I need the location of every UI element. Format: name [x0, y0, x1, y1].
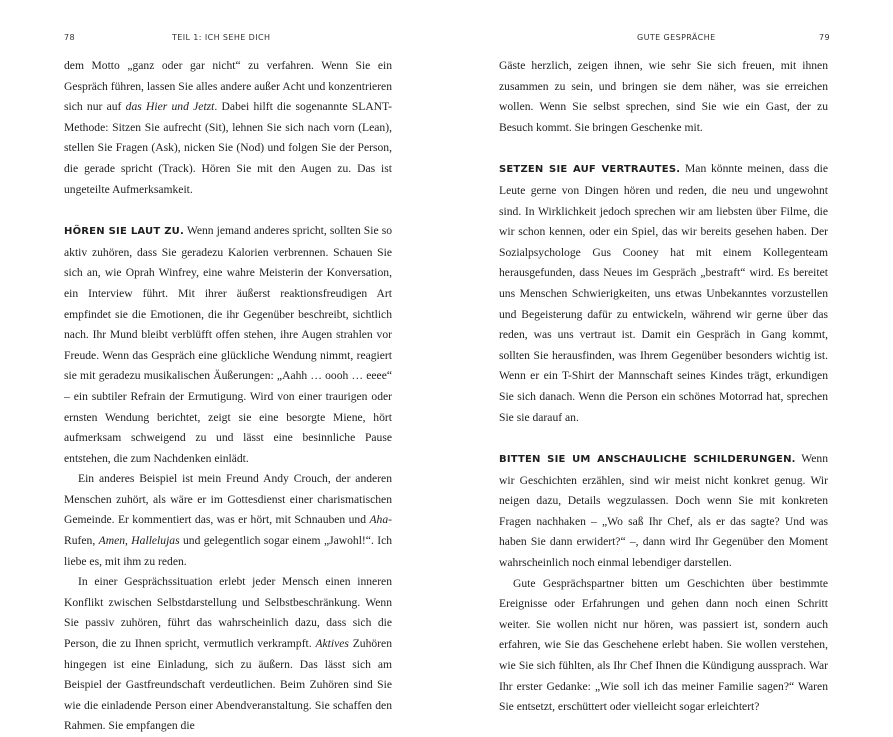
- emphasis: Hallelujas: [131, 534, 180, 548]
- paragraph: BITTEN SIE UM ANSCHAULICHE SCHILDERUNGEN. Wenn wir Geschichten erzählen, sind wir meist nicht konkret genug. Wir neigen dazu, Details wegzulassen. Doch wenn Sie mit konkreten Fragen nachhaken – „Wo saß Ihr Chef, als er das sagte? Und was haben Sie dann erwidert?“ –, dann wird Ihr Gegenüber den Moment wahrscheinlich noch einmal lebendiger darstellen.: [499, 452, 828, 570]
- right-page: [447, 0, 893, 714]
- emphasis: Aktives: [315, 637, 349, 651]
- emphasis: Aha: [369, 513, 389, 527]
- running-head-left: TEIL 1: ICH SEHE DICH: [172, 33, 271, 42]
- section-heading: BITTEN SIE UM ANSCHAULICHE SCHILDERUNGEN.: [499, 454, 796, 466]
- page-number-right: 79: [819, 33, 830, 42]
- section-heading: SETZEN SIE AUF VERTRAUTES.: [499, 164, 681, 176]
- running-head-right: GUTE GESPRÄCHE: [637, 33, 716, 42]
- paragraph: HÖREN SIE LAUT ZU. Wenn jemand anderes spricht, sollten Sie so aktiv zuhören, dass Sie geradezu Kalorien verbrennen. Schauen Sie sich an, wie Oprah Winfrey, eine wahre Meisterin der Konversation, ein Interview führt. Mit ihrer äußerst reaktionsfreudigen Art empfindet sie die Emotionen, die ihr Gegenüber beschreibt, sichtlich nach. Ihr Mund bleibt verblüfft offen stehen, ihre Augen strahlen vor Freude. Wenn das Gespräch eine glückliche Wendung nimmt, reagiert sie mit geradezu musikalischen Äußerungen: „Aahh … oooh … eeee“ – ein subtiler Refrain der Ermutigung. Wird von einer traurigen oder ernsten Wendung berichtet, zeigt sie eine besorgte Miene, hört aufmerksam schweigend zu und lässt eine besinnliche Pause entstehen, die zum Nachdenken einlädt.: [64, 224, 392, 465]
- paragraph: Ein anderes Beispiel ist mein Freund Andy Crouch, der anderen Menschen zuhört, als wäre er im Gottesdienst einer charismatischen Gemeinde. Er kommentiert das, was er hört, mit Schnauben und Aha-Rufen, Amen, Hallelujas und gelegentlich sogar einem „Jawohl!“. Ich liebe es, mit ihm zu reden.: [64, 472, 393, 568]
- section-heading: HÖREN SIE LAUT ZU.: [64, 226, 184, 238]
- paragraph: In einer Gesprächssituation erlebt jeder Mensch einen inneren Konflikt zwischen Selbstdarstellung und Selbstbeschränkung. Wenn Sie passiv zuhören, führt das wahrscheinlich dazu, dass sich die Person, die zu Ihnen spricht, vermutlich verkrampft. Aktives Zuhören hingegen ist eine Einladung, sich zu äußern. Das lässt sich am Beispiel der Gastfreundschaft verdeutlichen. Beim Zuhören sind Sie wie die einladende Person einer Abendveranstaltung. Sie schaffen den Rahmen. Sie empfangen die: [64, 575, 392, 733]
- paragraph: dem Motto „ganz oder gar nicht“ zu verfahren. Wenn Sie ein Gespräch führen, lassen Sie alles andere außer Acht und konzentrieren sich nur auf das Hier und Jetzt. Dabei hilft die sogenannte SLANT-Methode: Sitzen Sie aufrecht (Sit), lehnen Sie sich nach vorn (Lean), stellen Sie Fragen (Ask), nicken Sie (Nod) und folgen Sie der Person, die gerade spricht (Track). Hören Sie mit den Augen zu. Das ist ungeteilte Aufmerksamkeit.: [64, 59, 392, 196]
- paragraph: SETZEN SIE AUF VERTRAUTES. Man könnte meinen, dass die Leute gerne von Dingen hören und reden, die neu und ungewohnt sind. In Wirklichkeit jedoch sprechen wir am liebsten über Filme, die wir schon kennen, oder ein Spiel, das wir bereits gesehen haben. Der Sozialpsychologe Gus Cooney hat mit einem Kollegenteam herausgefunden, dass Neues im Gespräch „bestraft“ wird. Es bereitet uns Menschen Schwierigkeiten, uns etwas Unbekanntes vorzustellen und Begeisterung dafür zu entwickeln, während wir gerne über das reden, was uns vertraut ist. Damit ein Gespräch in Gang kommt, sollten Sie herausfinden, was Ihrem Gegenüber besonders wichtig ist. Wenn er ein T-Shirt der Mannschaft seines Kindes trägt, erkundigen Sie sich danach. Wenn die Person ein schönes Motorrad hat, sprechen Sie sie darauf an.: [499, 162, 829, 424]
- paragraph: Gute Gesprächspartner bitten um Geschichten über bestimmte Ereignisse oder Erfahrungen und gehen dann noch einen Schritt weiter. Sie wollen nicht nur hören, was passiert ist, sondern auch erfahren, wie Sie das Geschehene erlebt haben. Sie wollen verstehen, wie Sie sich fühlten, als Ihr Chef Ihnen die Kündigung aussprach. War Ihr erster Gedanke: „Wie soll ich das meiner Familie sagen?“ Waren Sie entsetzt, erschüttert oder vielleicht sogar erleichtert?: [499, 576, 828, 714]
- emphasis: Amen: [98, 534, 126, 548]
- paragraph: Gäste herzlich, zeigen ihnen, wie sehr Sie sich freuen, mit ihnen zusammen zu sein, und bringen sie dem näher, was sie erreichen wollen. Wenn Sie selbst sprechen, sind Sie wie ein Gast, der zu Besuch kommt. Sie bringen Geschenke mit.: [499, 59, 828, 134]
- body-text-right: [499, 56, 828, 718]
- body-text-left: [64, 56, 392, 737]
- emphasis: das Hier und Jetzt: [125, 100, 215, 114]
- left-page: [0, 0, 446, 733]
- page-number-left: 78: [64, 33, 75, 42]
